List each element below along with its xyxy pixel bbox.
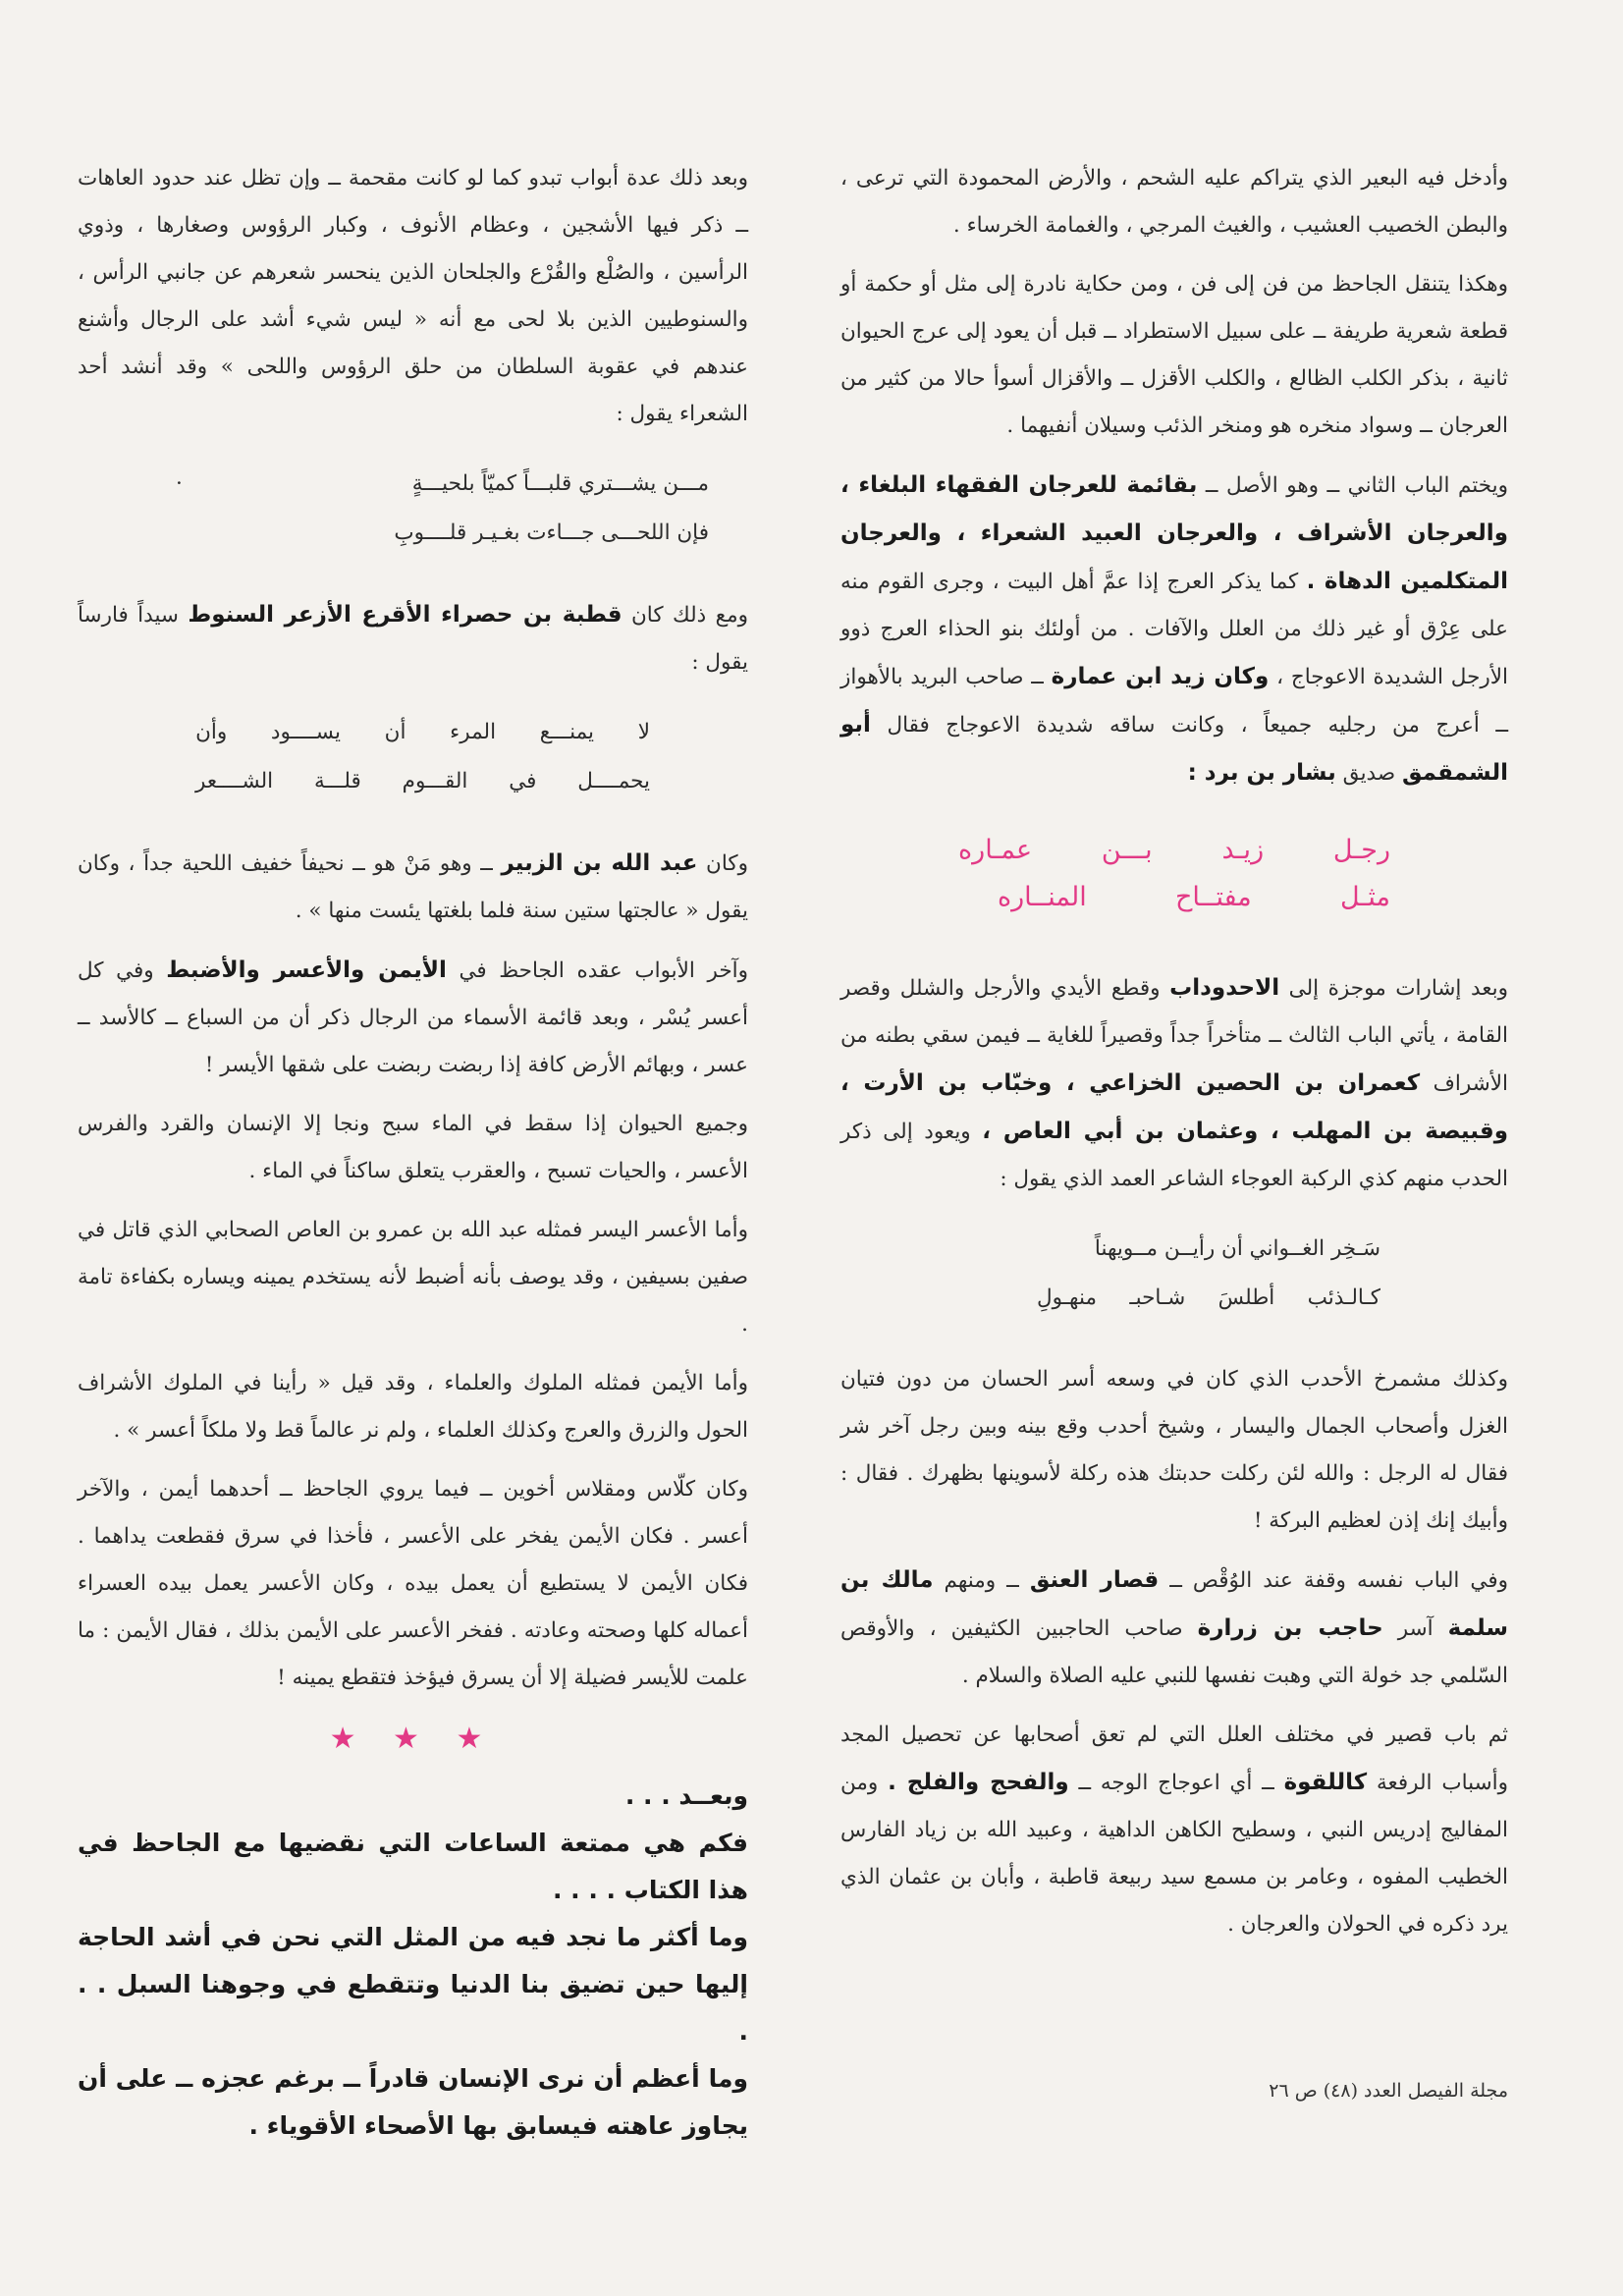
- closing-line: وما أعظم أن نرى الإنسان قادراً ــ برغم عجزه ــ على أن يجاوز عاهته فيسابق بها الأصحاء الأقوياء .: [78, 2064, 748, 2140]
- paragraph: [840, 1557, 1508, 1700]
- paragraph: وجميع الحيوان إذا سقط في الماء سبح ونجا إلا الإنسان والقرد والفرس الأعسر ، والحيات تسبح ، والعقرب يتعلق ساكناً في الماء .: [78, 1112, 748, 1183]
- verse: [136, 460, 709, 558]
- highlight-text: بشار بن برد :: [1187, 760, 1336, 786]
- highlight-text: عبد الله بن الزبير: [501, 850, 698, 876]
- paragraph: [78, 840, 748, 935]
- verse-word: شـاحبـ: [1129, 1285, 1186, 1310]
- verse-word: يســــود: [270, 720, 341, 744]
- text: آسر: [1382, 1616, 1448, 1641]
- star-divider: ★ ★ ★: [329, 1722, 497, 1756]
- text: كما يذكر العرج إذا عمَّ أهل البيت ، وجرى القوم منه على عِرْق أو غير ذلك من العلل والآفات . من أولئك بنو الحذاء العرج ذوو الأرجل الشديدة الاعوجاج ،: [840, 570, 1508, 689]
- verse-line: [136, 509, 709, 558]
- verse-line: [899, 1274, 1469, 1323]
- verse-word: في: [509, 769, 537, 793]
- closing-line: وما أكثر ما نجد فيه من المثل التي نحن في أشد الحاجة إليها حين تضيق بنا الدنيا وتتقطع في وجوهنا السبل . . .: [78, 1923, 748, 2046]
- text: ويعود إلى ذكر الحدب منهم كذي الركبة العوجاء الشاعر العمد الذي يقول :: [840, 1120, 1508, 1191]
- page-footer: مجلة الفيصل العدد (٤٨) ص ٢٦: [1269, 2080, 1508, 2102]
- text: وفي الباب نفسه وقفة عند الوُقْص ــ: [1159, 1568, 1508, 1593]
- verse-word: قلـــة: [313, 769, 361, 793]
- highlight-text: أبو الشمقمق: [840, 712, 1508, 786]
- text: ويختم الباب الثاني ــ وهو الأصل ــ: [1197, 473, 1508, 498]
- text: ومع ذلك كان: [622, 603, 748, 628]
- text: ــ صاحب البريد بالأهواز ــ أعرج من رجليه جميعاً ، وكانت ساقه شديدة الاعوجاج فقال: [840, 665, 1508, 738]
- paragraph: وأما الأعسر اليسر فمثله عبد الله بن عمرو بن العاص الصحابي الذي قاتل في صفين بسيفين ، وقد يوصف بأنه أضبط لأنه يستخدم يمينه ويساره بكفاءة تامة .: [78, 1218, 748, 1337]
- text: ــ أي اعوجاج الوجه ــ: [1068, 1771, 1284, 1795]
- paragraph: [78, 947, 748, 1089]
- paragraph: [840, 462, 1508, 797]
- verse-word: أطلسَ: [1217, 1285, 1275, 1310]
- text: سيداً فارساً يقول :: [78, 603, 748, 675]
- verse-word: زيـد: [1221, 835, 1265, 865]
- text: وآخر الأبواب عقده الجاحظ في: [446, 958, 748, 983]
- highlight-text: الاحدوداب: [1169, 975, 1280, 1001]
- verse-word: القـــوم: [402, 769, 468, 793]
- verse: [899, 1225, 1469, 1323]
- paragraph: وكان كلّاس ومقلاس أخوين ــ فيما يروي الجاحظ ــ أحدهما أيمن ، والآخر أعسر . فكان الأيمن يفخر على الأعسر ، فأخذا في سرق فقطعت يداهما . فكان الأيمن لا يستطيع أن يعمل بيده ، وكان الأعسر يعمل بيده العسراء أعماله كلها وصحته وعادته . ففخر الأعسر على الأيمن بذلك ، فقال الأيمن : ما علمت للأيسر فضيلة إلا أن يسرق فيؤخذ فتقطع يمينه !: [78, 1477, 748, 1690]
- highlight-text: كاللقوة: [1283, 1770, 1368, 1795]
- text: صاحب الحاجبين الكثيفين ، والأوقص السّلمي جد خولة التي وهبت نفسها للنبي عليه الصلاة والسلام .: [840, 1616, 1508, 1688]
- text: ثم باب قصير في مختلف العلل التي لم تعق أصحابها عن تحصيل المجد وأسباب الرفعة: [840, 1722, 1508, 1795]
- verse-line: [899, 1225, 1469, 1274]
- text: وبعد إشارات موجزة إلى: [1279, 976, 1508, 1001]
- paragraph: [78, 591, 748, 686]
- text: صديق: [1335, 761, 1402, 786]
- paragraph: وكذلك مشمرخ الأحدب الذي كان في وسعه أسر الحسان من دون فتيان الغزل وأصحاب الجمال واليسار ، وشيخ أحدب وقع بينه وبين رجل آخر شر فقال له الرجل : والله لئن ركلت حدبتك هذه ركلة لأسوينها بظهرك . فقال : وأبيك إنك إذن لعظيم البركة !: [840, 1367, 1508, 1533]
- verse-word: يحمــــل: [577, 769, 650, 793]
- verse-word: مثـل: [1340, 882, 1390, 912]
- paragraph: وأدخل فيه البعير الذي يتراكم عليه الشحم ، والأرض المحمودة التي ترعى ، والبطن الخصيب العشيب ، والغيث المرجي ، والغمامة الخرساء .: [840, 166, 1508, 238]
- verse-line: [958, 827, 1390, 874]
- verse-word: مفتــاح: [1175, 882, 1252, 912]
- closing-line: وبعــد . . .: [624, 1781, 748, 1810]
- verse-text: سَـخِر الغــواني أن رأيــن مــويهناً: [1094, 1236, 1380, 1261]
- text: ومن المفاليج إدريس النبي ، وسطيح الكاهن الداهية ، وعبيد الله بن زياد الفارس الخطيب المفوه ، وعامر بن مسمع سيد ربيعة قاطبة ، وأبان بن عثمان الذي يرد ذكره في الحولان والعرجان .: [840, 1771, 1508, 1937]
- verse-word: المرء: [450, 720, 497, 744]
- paragraph: وبعد ذلك عدة أبواب تبدو كما لو كانت مقحمة ــ وإن تظل عند حدود العاهات ــ ذكر فيها الأشجين ، وعظام الأنوف ، وكبار الرؤوس وصغارها ، وذوي الرأسين ، والصُلْع والقُرْع والجلحان الذين ينحسر شعرهم عن جانبي الرأس ، والسنوطيين الذين بلا لحى مع أنه « ليس شيء أشد على الرجال وأشنع عندهم في عقوبة السلطان من حلق الرؤوس واللحى » وقد أنشد أحد الشعراء يقول :: [78, 166, 748, 426]
- pink-verse: [958, 827, 1390, 921]
- highlight-text: الأيمن والأعسر والأضبط: [166, 957, 447, 983]
- closing-line: فكم هي ممتعة الساعات التي نقضيها مع الجاحظ في هذا الكتاب . . . .: [78, 1829, 748, 1904]
- paragraph: [840, 964, 1508, 1203]
- text: ــ وهو مَنْ هو ــ نحيفاً خفيف اللحية جداً ، وكان يقول « عالجتها ستين سنة فلما بلغتها يئست منها » .: [78, 851, 748, 923]
- paragraph: وهكذا يتنقل الجاحظ من فن إلى فن ، ومن حكاية نادرة إلى مثل أو حكمة أو قطعة شعرية طريفة ــ على سبيل الاستطراد ــ قبل أن يعود إلى عرج الحيوان ثانية ، بذكر الكلب الظالع ، والكلب الأقزل ــ والأقزال أسوأ حالا من كثير من العرجان ــ وسواد منخره هو ومنخر الذئب وسيلان أنفيهما .: [840, 272, 1508, 438]
- verse-word: عمـاره: [958, 835, 1033, 865]
- text: وفي كل أعسر يُسْر ، وبعد قائمة الأسماء من الرجال ذكر أن من السباع ــ كالأسد ــ عسر ، وبهائم الأرض كافة إذا ربضت ربضت على شقها الأيسر !: [78, 958, 748, 1077]
- verse-word: رجـل: [1332, 835, 1390, 865]
- text: وقطع الأيدي والأرجل والشلل وقصر القامة ، يأتي الباب الثالث ــ متأخراً جداً وقصيراً للغاية ــ فيمن سقي بطنه من الأشراف: [840, 976, 1508, 1096]
- verse-word: كـالـذئب: [1307, 1285, 1380, 1310]
- paragraph: [840, 1712, 1508, 1948]
- verse-line: [195, 708, 650, 757]
- text: وكان: [697, 851, 748, 876]
- verse: [195, 708, 650, 806]
- verse-line: [195, 757, 650, 806]
- highlight-text: والفحج والفلج .: [888, 1770, 1069, 1795]
- verse-line: [136, 460, 709, 509]
- highlight-text: وكان زيد ابن عمارة: [1051, 664, 1270, 689]
- verse-word: لا: [637, 720, 650, 744]
- verse-text: مـــن يشـــتري قلبـــاً كميّاً بلحيـــةٍ: [411, 471, 709, 496]
- paragraph: وأما الأيمن فمثله الملوك والعلماء ، وقد قيل « رأينا في الملوك الأشراف الحول والزرق والعرج وكذلك العلماء ، ولم نر عالماً قط ولا ملكاً أعسر » .: [78, 1371, 748, 1443]
- highlight-text: مالك بن سلمة: [840, 1567, 1508, 1641]
- verse-word: منهـولِ: [1037, 1285, 1097, 1310]
- highlight-text: بقائمة للعرجان الفقهاء البلغاء ، والعرجان الأشراف ، والعرجان العبيد الشعراء ، والعرجان المتكلمين الدهاة .: [840, 472, 1508, 594]
- closing-section: [78, 1773, 748, 2150]
- left-column: [78, 155, 748, 2150]
- highlight-text: كعمران بن الحصين الخزاعي ، وخبّاب بن الأرت ، وقبيصة بن المهلب ، وعثمان بن أبي العاص ،: [840, 1070, 1508, 1144]
- highlight-text: قطبة بن حصراء الأقرع الأزعر السنوط: [188, 602, 622, 628]
- verse-line: [958, 874, 1390, 921]
- highlight-text: قصار العنق: [1029, 1567, 1160, 1593]
- highlight-text: حاجب بن زرارة: [1197, 1615, 1383, 1641]
- verse-word: الشــــعر: [195, 769, 274, 793]
- verse-word: أن: [384, 720, 406, 744]
- verse-dot: ·: [176, 471, 183, 496]
- verse-word: وأن: [195, 720, 228, 744]
- verse-word: المنــاره: [998, 882, 1087, 912]
- verse-text: فإن اللحـــى جـــاءت بغـيـر قلــــوبِ: [394, 520, 709, 545]
- right-column: [840, 155, 1508, 1960]
- verse-word: يمنـــع: [539, 720, 595, 744]
- text: ــ ومنهم: [933, 1568, 1030, 1593]
- verse-word: بـــن: [1101, 835, 1153, 865]
